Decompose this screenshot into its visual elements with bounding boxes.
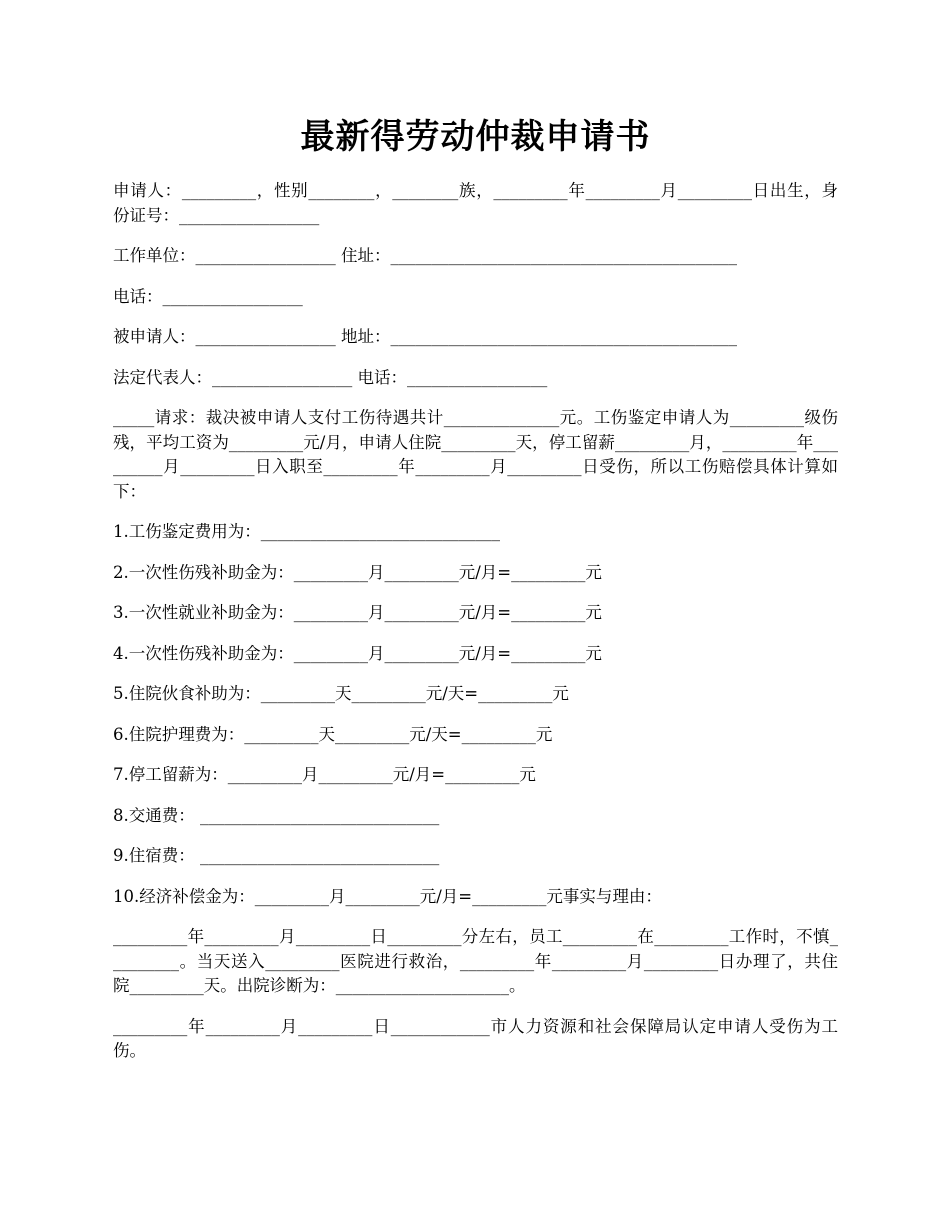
document-title: 最新得劳动仲裁申请书	[300, 117, 651, 157]
calc-item-8: 8.交通费： _____________________________	[113, 805, 440, 825]
document-body	[113, 179, 838, 1064]
calc-item-2: 2.一次性伤残补助金为：_________月_________元/月=_________元	[113, 562, 602, 582]
injury-recognition-paragraph: _________年_________月_________日____________市人力资源和社会保障局认定申请人受伤为工伤。	[113, 1016, 838, 1060]
calc-item-9: 9.住宿费： _____________________________	[113, 846, 440, 865]
work-unit-address-paragraph: 工作单位：_________________ 住址：__________________________________________	[113, 246, 737, 265]
calc-item-6: 6.住院护理费为：_________天_________元/天=_________元	[113, 724, 553, 744]
facts-paragraph: _________年_________月_________日_________分左右，员工_________在_________工作时，不慎_________。当天送入_________医院进行救治，_________年_________月_________日办理了，共住院_________天。出院诊断为：_____________________。	[113, 927, 838, 995]
calc-item-5: 5.住院伙食补助为：_________天_________元/天=_________元	[113, 684, 569, 703]
calc-item-4: 4.一次性伤残补助金为：_________月_________元/月=_________元	[113, 643, 602, 663]
phone-paragraph: 电话：_________________	[113, 286, 303, 306]
respondent-address-paragraph: 被申请人：_________________ 地址：__________________________________________	[113, 327, 737, 346]
legal-representative-paragraph: 法定代表人：_________________ 电话：_________________	[113, 367, 548, 387]
calc-item-3: 3.一次性就业补助金为：_________月_________元/月=_________元	[113, 603, 602, 622]
applicant-info-paragraph: 申请人：_________，性别________，________族，_________年_________月_________日出生，身份证号：_________________	[113, 181, 838, 225]
calc-item-10: 10.经济补偿金为：_________月_________元/月=_________元事实与理由：	[113, 886, 662, 906]
claim-request-paragraph: _____请求：裁决被申请人支付工伤待遇共计______________元。工伤鉴定申请人为_________级伤残，平均工资为_________元/月，申请人住院_________天，停工留薪_________月，_________年_________月_________日入职至_________年_________月_________日受伤，所以工伤赔偿具体计算如下：	[113, 408, 838, 501]
calc-item-1: 1.工伤鉴定费用为：_____________________________	[113, 522, 500, 541]
calc-item-7: 7.停工留薪为：_________月_________元/月=_________元	[113, 765, 536, 784]
